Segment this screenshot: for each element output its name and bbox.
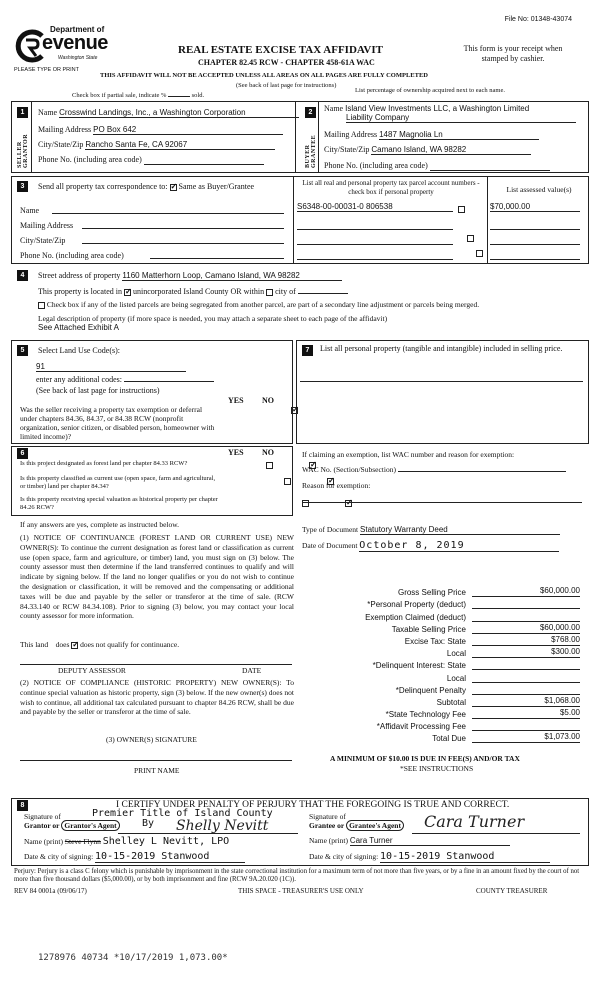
assessed-value-field[interactable]: $70,000.00 (490, 202, 580, 212)
fee-label: *Delinquent Interest: State (372, 661, 466, 671)
fee-label: Exemption Claimed (deduct) (365, 612, 466, 622)
fee-value[interactable]: $60,000.00 (472, 623, 580, 634)
certify-statement: I CERTIFY UNDER PENALTY OF PERJURY THAT THE FOREGOING IS TRUE AND CORRECT. (116, 800, 510, 810)
corr-city-field[interactable] (82, 243, 284, 244)
title-company-typed: Premier Title of Island County (92, 808, 273, 819)
assessed-value-field-4[interactable] (490, 259, 580, 260)
seller-name-field[interactable]: Crosswind Landings, Inc., a Washington Corporation (59, 108, 299, 118)
parcel-number-field-2[interactable] (297, 229, 453, 230)
parcel-number-field-3[interactable] (297, 244, 453, 245)
fee-label: Local (446, 673, 466, 683)
city-of-checkbox[interactable] (266, 289, 273, 296)
parcel-header: List all real and personal property tax parcel account numbers - check box if personal property (302, 179, 480, 196)
assessed-value-field-3[interactable] (490, 244, 580, 245)
parcel-personal-checkbox-1[interactable] (458, 206, 465, 213)
buyer-phone-field[interactable] (430, 161, 550, 171)
fee-label: *State Technology Fee (385, 710, 466, 720)
fee-value[interactable] (472, 659, 580, 670)
historic-no-checkbox[interactable] (345, 500, 352, 507)
buyer-name-field[interactable]: Island View Investments LLC, a Washington Limited (345, 104, 530, 113)
corr-name-field[interactable] (52, 213, 284, 214)
seller-phone-field[interactable] (144, 155, 264, 165)
grantee-signature[interactable]: Cara Turner (424, 812, 525, 831)
parcel-personal-checkbox-2[interactable] (467, 235, 474, 242)
section-4-number: 4 (17, 270, 28, 281)
fee-label: Taxable Selling Price (391, 624, 466, 634)
grantor-print-name: Shelley L Nevitt, LPO (102, 836, 230, 847)
forest-yes-checkbox[interactable] (266, 462, 273, 469)
assessed-value-field-2[interactable] (490, 229, 580, 230)
buyer-grantee-label: BUYER GRANTEE (305, 134, 317, 168)
dor-logo: Department of evenue Washington State (12, 24, 122, 66)
please-type: PLEASE TYPE OR PRINT (14, 67, 80, 73)
does-not-checkbox[interactable] (71, 642, 78, 649)
see-back-note: (See back of last page for instructions) (236, 82, 337, 89)
fee-row (300, 597, 580, 609)
personal-property-section (296, 340, 589, 444)
buyer-city-field[interactable]: Camano Island, WA 98282 (371, 145, 531, 155)
grantor-agent-circle: Grantor's Agent (61, 820, 119, 831)
section-1-number: 1 (17, 107, 28, 118)
fee-value[interactable]: $60,000.00 (472, 586, 580, 597)
fee-row (300, 585, 580, 597)
grantee-agent-circle: Grantee's Agent (346, 820, 404, 831)
segregated-label: Check box if any of the listed parcels are being segregated from another parcel, are part of a secondary line adjustment or parcels being merged. (38, 300, 479, 309)
additional-codes-field[interactable] (124, 381, 214, 382)
fee-row (300, 622, 580, 634)
file-number: File No: 01348-43074 (504, 16, 572, 23)
fee-label: Local (446, 649, 466, 659)
fee-value[interactable] (472, 720, 580, 731)
treasurer-stamp: 1278976 40734 *10/17/2019 1,073.00* (38, 953, 228, 963)
warning-text: THIS AFFIDAVIT WILL NOT BE ACCEPTED UNLESS ALL AREAS ON ALL PAGES ARE FULLY COMPLETED (100, 72, 428, 79)
owner-signature-field[interactable] (20, 760, 292, 761)
fee-row (300, 634, 580, 646)
document-date-field[interactable]: October 8, 2019 (359, 540, 559, 552)
fee-row (300, 695, 580, 707)
seller-city-field[interactable]: Rancho Santa Fe, CA 92067 (85, 140, 275, 150)
personal-property-label: List all personal property (tangible and intangible) included in selling price. (320, 344, 563, 353)
partial-sale-label: Check box if partial sale, indicate % sold. (72, 92, 205, 99)
section-7-number: 7 (302, 345, 313, 356)
form-title: REAL ESTATE EXCISE TAX AFFIDAVIT (178, 44, 383, 56)
ownership-pct-note: List percentage of ownership acquired next to each name. (355, 87, 505, 94)
fee-value[interactable]: $5.00 (472, 708, 580, 719)
assessed-header: List assessed value(s) (506, 185, 572, 194)
fee-value[interactable]: $1,068.00 (472, 696, 580, 707)
fee-value[interactable] (472, 672, 580, 683)
current-use-yes-checkbox[interactable] (284, 478, 291, 485)
seller-mailing-field[interactable]: PO Box 642 (93, 125, 283, 135)
fee-value[interactable]: $1,073.00 (472, 732, 580, 743)
fee-row (300, 683, 580, 695)
parcel-number-field[interactable]: S6348-00-00031-0 806538 (297, 202, 453, 212)
exemption-reason-field[interactable] (302, 502, 582, 503)
document-type-field[interactable]: Statutory Warranty Deed (360, 525, 560, 535)
fee-row (300, 658, 580, 670)
fee-table (300, 585, 580, 743)
perjury-notice: Perjury: Perjury is a class C felony which is punishable by imprisonment in the state correctional institution for a maximum term of not more than five years, or by a fine in an amount fixed by the court of not more than five thousand dollars ($5,000.00), or by both imprisonment and fine (RCW 9A.20.020 (1C)). (14, 868, 580, 884)
grantor-signature[interactable]: Shelly Nevitt (176, 818, 269, 834)
same-as-buyer-checkbox[interactable] (170, 184, 177, 191)
buyer-mailing-field[interactable]: 1487 Magnolia Ln (379, 130, 539, 140)
section-3-number: 3 (17, 181, 28, 192)
section-2-number: 2 (305, 107, 316, 118)
county-treasurer-label: COUNTY TREASURER (476, 887, 548, 895)
unincorporated-checkbox[interactable] (124, 289, 131, 296)
fee-label: *Affidavit Processing Fee (376, 722, 466, 732)
land-use-code-field[interactable]: 91 (36, 362, 186, 372)
continuance-notice: (1) NOTICE OF CONTINUANCE (FOREST LAND OR CURRENT USE) NEW OWNER(S): To continue the current designation as forest land or classification as current use (open space, farm and agriculture, or timber) land, you must sign on (3) below. The county assessor must then determine if the land transferred continues to qualify and will indicate by signing below. If the land no longer qualifies or you do not wish to continue the designation or classification, it will be removed and the compensating or additional taxes will be due and payable by the seller or transferor at the time of sale. (RCW 84.33.140 or RCW 84.34.108). Prior to signing (3) below, you may contact your local county assessor for more information. (20, 533, 294, 621)
minimum-due-note: A MINIMUM OF $10.00 IS DUE IN FEE(S) AND/OR TAX (330, 754, 520, 763)
fee-value[interactable] (472, 684, 580, 695)
section-8-number: 8 (17, 800, 28, 811)
fee-value[interactable] (472, 611, 580, 622)
property-street-field[interactable]: 1160 Matterhorn Loop, Camano Island, WA 98282 (122, 271, 342, 281)
personal-property-field[interactable] (300, 381, 583, 382)
fee-label: Total Due (432, 734, 466, 744)
legal-desc-field[interactable]: See Attached Exhibit A (38, 323, 119, 332)
section-6-number: 6 (17, 448, 28, 459)
receipt-note: This form is your receipt when stamped by cashier. (463, 44, 563, 63)
fee-label: Gross Selling Price (397, 588, 466, 598)
form-subtitle: CHAPTER 82.45 RCW - CHAPTER 458-61A WAC (198, 58, 375, 67)
fee-row (300, 646, 580, 658)
wac-number-field[interactable] (398, 471, 566, 472)
fee-row (300, 719, 580, 731)
corr-phone-field[interactable] (150, 258, 284, 259)
treasurer-space-label: THIS SPACE - TREASURER'S USE ONLY (238, 887, 364, 895)
form-revision: REV 84 0001a (09/06/17) (14, 887, 87, 895)
fee-label: *Personal Property (deduct) (367, 600, 466, 610)
compliance-notice: (2) NOTICE OF COMPLIANCE (HISTORIC PROPERTY) NEW OWNER(S): To continue special valuation as historic property, sign (3) below. If the new owner(s) does not wish to continue, all additional tax calculated pursuant to chapter 84.26 RCW, shall be due and payable by the seller or transferor at the time of sale. (20, 678, 294, 717)
section-5-number: 5 (17, 345, 28, 356)
grantor-date-city: 10-15-2019 Stanwood (95, 851, 245, 863)
legal-desc-label: Legal description of property (if more space is needed, you may attach a separate sheet to each page of the affidavit) (38, 314, 388, 323)
fee-row (300, 670, 580, 682)
fee-label: Excise Tax: State (404, 636, 466, 646)
segregated-checkbox[interactable] (38, 302, 45, 309)
buyer-name-field-2[interactable]: Liability Company (346, 113, 576, 123)
fee-label: Subtotal (436, 697, 466, 707)
parcel-number-field-4[interactable] (297, 259, 453, 260)
fee-value[interactable]: $768.00 (472, 635, 580, 646)
corr-mailing-field[interactable] (82, 228, 284, 229)
seller-grantor-label: SELLER GRANTOR (17, 133, 29, 168)
grantee-print-name: Cara Turner (350, 836, 510, 846)
fee-row (300, 609, 580, 621)
exemption-no-checkbox[interactable] (291, 407, 298, 414)
historic-yes-checkbox[interactable] (302, 500, 309, 507)
fee-row (300, 707, 580, 719)
qualify-line: This land does ✓ does not qualify for continuance. (20, 640, 179, 649)
fee-value[interactable]: $300.00 (472, 647, 580, 658)
fee-value[interactable] (472, 598, 580, 609)
parcel-personal-checkbox-3[interactable] (476, 250, 483, 257)
grantee-date-city: 10-15-2019 Stanwood (380, 851, 550, 863)
fee-row (300, 731, 580, 743)
exemption-question: Was the seller receiving a property tax exemption or deferral under chapters 84.36, 84.37, or 84.38 RCW (nonprofit organization, senior citizen, or disabled person, homeowner with limited income)? (20, 405, 215, 441)
fee-label: *Delinquent Penalty (395, 685, 466, 695)
